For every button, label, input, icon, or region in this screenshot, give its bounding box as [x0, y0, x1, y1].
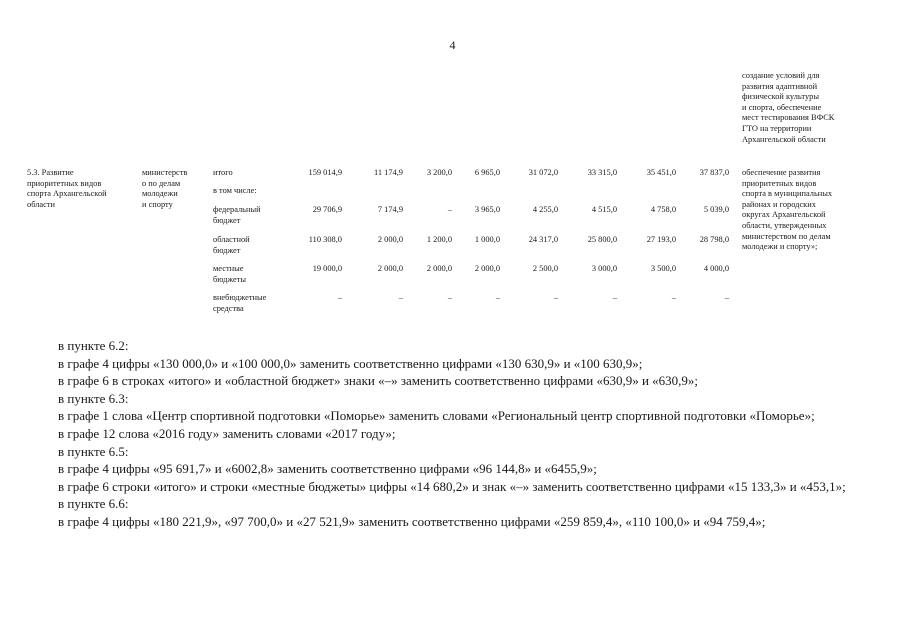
table-carryover-note: создание условий для развития адаптивной физической культуры и спорта, обеспечение мест тестирования ВФСК ГТО на территории Архангельской области [742, 71, 835, 144]
paragraph: в графе 4 цифры «130 000,0» и «100 000,0» заменить соответственно цифрами «130 630,9» и «100 630,9»; [58, 355, 643, 371]
value-cell: 4 515,0 [591, 205, 617, 214]
value-cell: 1 200,0 [426, 235, 452, 244]
value-cell: 3 000,0 [591, 264, 617, 273]
row-label: в том числе: [213, 186, 257, 195]
table-row [27, 205, 877, 235]
value-cell: 35 451,0 [646, 168, 676, 177]
value-cell: – [495, 293, 500, 302]
table-row [27, 264, 877, 294]
paragraph: в пункте 6.6: [58, 496, 129, 512]
value-cell: 24 317,0 [528, 235, 558, 244]
value-cell: – [398, 293, 403, 302]
value-cell: 19 000,0 [312, 264, 342, 273]
value-cell: 33 315,0 [587, 168, 617, 177]
value-cell: 37 837,0 [699, 168, 729, 177]
value-cell: 3 500,0 [650, 264, 676, 273]
value-cell: 2 000,0 [377, 264, 403, 273]
value-cell: 159 014,9 [308, 168, 342, 177]
value-cell: 4 255,0 [532, 205, 558, 214]
value-cell: 2 000,0 [426, 264, 452, 273]
row-label: областной бюджет [213, 235, 250, 255]
paragraph: в графе 4 цифры «95 691,7» и «6002,8» заменить соответственно цифрами «96 144,8» и «6455,9»; [58, 461, 597, 477]
paragraph: в графе 4 цифры «180 221,9», «97 700,0» и «27 521,9» заменить соответственно цифрами «259 859,4», «110 100,0» и «94 759,4»; [58, 513, 766, 529]
paragraph: в пункте 6.2: [58, 338, 129, 353]
paragraph: в пункте 6.5: [58, 443, 129, 459]
value-cell: 3 965,0 [474, 205, 500, 214]
row-label: местные бюджеты [213, 264, 247, 284]
value-cell: – [612, 293, 617, 302]
value-cell: 29 706,9 [312, 205, 342, 214]
value-cell: 11 174,9 [373, 168, 403, 177]
value-cell: 110 308,0 [308, 235, 342, 244]
value-cell: 4 000,0 [703, 264, 729, 273]
row-label: федеральный бюджет [213, 205, 261, 225]
table-row [27, 293, 877, 323]
value-cell: 28 798,0 [699, 235, 729, 244]
value-cell: 5 039,0 [703, 205, 729, 214]
value-cell: 2 000,0 [377, 235, 403, 244]
value-cell: 31 072,0 [528, 168, 558, 177]
value-cell: 25 800,0 [587, 235, 617, 244]
result-cell: обеспечение развития приоритетных видов спорта в муниципальных районах и городских округах Архангельской области, утвержденных министерством по делам молодежи и спорту»; [742, 168, 833, 252]
value-cell: – [724, 293, 729, 302]
paragraph: в графе 12 слова «2016 году» заменить словами «2017 году»; [58, 425, 396, 441]
value-cell: 7 174,9 [377, 205, 403, 214]
value-cell: 6 965,0 [474, 168, 500, 177]
value-cell: – [671, 293, 676, 302]
value-cell: – [447, 205, 452, 214]
paragraph: в графе 1 слова «Центр спортивной подготовки «Поморье» заменить словами «Региональный центр спортивной подготовки «Поморье»; [58, 408, 815, 424]
table-row [27, 235, 877, 265]
value-cell: 2 000,0 [474, 264, 500, 273]
value-cell: – [553, 293, 558, 302]
value-cell: 1 000,0 [474, 235, 500, 244]
value-cell: 2 500,0 [532, 264, 558, 273]
value-cell: – [337, 293, 342, 302]
value-cell: 27 193,0 [646, 235, 676, 244]
row-label: внебюджетные средства [213, 293, 267, 313]
paragraph: в графе 6 в строках «итого» и «областной бюджет» знаки «–» заменить соответственно цифрами «630,9» и «630,9»; [58, 373, 699, 389]
paragraph: в пункте 6.3: [58, 390, 129, 406]
section-label: 5.3. Развитие приоритетных видов спорта Архангельской области [27, 168, 107, 209]
value-cell: 4 758,0 [650, 205, 676, 214]
page-number: 4 [449, 38, 456, 52]
paragraph: в графе 6 строки «итого» и строки «местные бюджеты» цифры «14 680,2» и знак «–» заменить соответственно цифрами «15 133,3» и «453,1»; [58, 478, 846, 494]
value-cell: 3 200,0 [426, 168, 452, 177]
value-cell: – [447, 293, 452, 302]
executor-cell: министерств о по делам молодежи и спорту [142, 168, 188, 209]
amendment-text [24, 337, 869, 531]
row-label: итого [213, 168, 233, 177]
